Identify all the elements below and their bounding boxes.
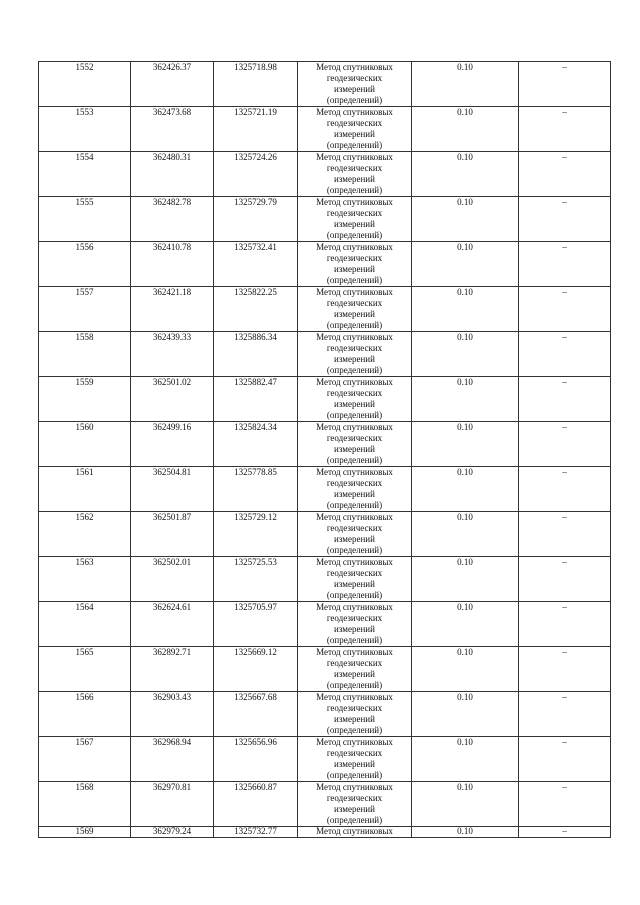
method-line: Метод спутниковых bbox=[316, 287, 393, 297]
method-cell bbox=[298, 557, 412, 602]
y-coordinate-cell: 1325721.19 bbox=[214, 107, 298, 152]
method-line: геодезических bbox=[326, 613, 383, 623]
note-cell: – bbox=[519, 557, 611, 602]
method-line: Метод спутниковых bbox=[316, 512, 393, 522]
table-row bbox=[39, 287, 611, 332]
method-cell bbox=[298, 782, 412, 827]
x-coordinate-cell: 362499.16 bbox=[131, 422, 214, 467]
method-line: геодезических bbox=[326, 208, 383, 218]
table-row bbox=[39, 332, 611, 377]
point-number-cell: 1565 bbox=[39, 647, 131, 692]
method-line: геодезических bbox=[326, 388, 383, 398]
method-line: измерений bbox=[334, 219, 375, 229]
method-line: (определений) bbox=[326, 410, 383, 420]
table-row bbox=[39, 242, 611, 287]
method-line: измерений bbox=[334, 354, 375, 364]
table-row bbox=[39, 467, 611, 512]
table-row bbox=[39, 602, 611, 647]
method-line: (определений) bbox=[326, 590, 383, 600]
note-cell: – bbox=[519, 782, 611, 827]
point-number-cell: 1564 bbox=[39, 602, 131, 647]
point-number-cell: 1567 bbox=[39, 737, 131, 782]
point-number-cell: 1559 bbox=[39, 377, 131, 422]
table-row bbox=[39, 62, 611, 107]
table-row bbox=[39, 827, 611, 838]
note-cell: – bbox=[519, 692, 611, 737]
method-cell bbox=[298, 647, 412, 692]
method-line: (определений) bbox=[326, 770, 383, 780]
method-line: геодезических bbox=[326, 568, 383, 578]
x-coordinate-cell: 362504.81 bbox=[131, 467, 214, 512]
method-line: Метод спутниковых bbox=[316, 377, 393, 387]
y-coordinate-cell: 1325705.97 bbox=[214, 602, 298, 647]
point-number-cell: 1552 bbox=[39, 62, 131, 107]
precision-cell: 0.10 bbox=[412, 422, 519, 467]
precision-cell: 0.10 bbox=[412, 602, 519, 647]
method-cell bbox=[298, 827, 412, 838]
y-coordinate-cell: 1325778.85 bbox=[214, 467, 298, 512]
method-line: измерений bbox=[334, 174, 375, 184]
method-line: Метод спутниковых bbox=[316, 422, 393, 432]
table-row bbox=[39, 692, 611, 737]
method-line: геодезических bbox=[326, 703, 383, 713]
x-coordinate-cell: 362502.01 bbox=[131, 557, 214, 602]
y-coordinate-cell: 1325824.34 bbox=[214, 422, 298, 467]
point-number-cell: 1556 bbox=[39, 242, 131, 287]
x-coordinate-cell: 362501.87 bbox=[131, 512, 214, 557]
note-cell: – bbox=[519, 197, 611, 242]
table-row bbox=[39, 737, 611, 782]
x-coordinate-cell: 362439.33 bbox=[131, 332, 214, 377]
method-cell bbox=[298, 287, 412, 332]
precision-cell: 0.10 bbox=[412, 107, 519, 152]
precision-cell: 0.10 bbox=[412, 332, 519, 377]
y-coordinate-cell: 1325732.77 bbox=[214, 827, 298, 838]
precision-cell: 0.10 bbox=[412, 197, 519, 242]
method-line: (определений) bbox=[326, 275, 383, 285]
point-number-cell: 1557 bbox=[39, 287, 131, 332]
method-line: измерений bbox=[334, 714, 375, 724]
method-line: геодезических bbox=[326, 433, 383, 443]
x-coordinate-cell: 362979.24 bbox=[131, 827, 214, 838]
note-cell: – bbox=[519, 827, 611, 838]
method-line: Метод спутниковых bbox=[316, 602, 393, 612]
method-cell bbox=[298, 197, 412, 242]
x-coordinate-cell: 362410.78 bbox=[131, 242, 214, 287]
method-line: измерений bbox=[334, 759, 375, 769]
note-cell: – bbox=[519, 62, 611, 107]
method-line: геодезических bbox=[326, 343, 383, 353]
x-coordinate-cell: 362903.43 bbox=[131, 692, 214, 737]
x-coordinate-cell: 362473.68 bbox=[131, 107, 214, 152]
point-number-cell: 1555 bbox=[39, 197, 131, 242]
precision-cell: 0.10 bbox=[412, 647, 519, 692]
point-number-cell: 1566 bbox=[39, 692, 131, 737]
table-row bbox=[39, 197, 611, 242]
note-cell: – bbox=[519, 647, 611, 692]
precision-cell: 0.10 bbox=[412, 152, 519, 197]
method-line: Метод спутниковых bbox=[316, 467, 393, 477]
x-coordinate-cell: 362624.61 bbox=[131, 602, 214, 647]
note-cell: – bbox=[519, 107, 611, 152]
note-cell: – bbox=[519, 377, 611, 422]
x-coordinate-cell: 362970.81 bbox=[131, 782, 214, 827]
method-cell bbox=[298, 737, 412, 782]
method-line: геодезических bbox=[326, 523, 383, 533]
method-line: измерений bbox=[334, 489, 375, 499]
note-cell: – bbox=[519, 467, 611, 512]
y-coordinate-cell: 1325725.53 bbox=[214, 557, 298, 602]
method-cell bbox=[298, 107, 412, 152]
method-line: Метод спутниковых bbox=[316, 557, 393, 567]
precision-cell: 0.10 bbox=[412, 692, 519, 737]
method-line: (определений) bbox=[326, 185, 383, 195]
y-coordinate-cell: 1325724.26 bbox=[214, 152, 298, 197]
method-line: (определений) bbox=[326, 320, 383, 330]
y-coordinate-cell: 1325886.34 bbox=[214, 332, 298, 377]
method-line: измерений bbox=[334, 669, 375, 679]
method-line: (определений) bbox=[326, 365, 383, 375]
method-line: (определений) bbox=[326, 140, 383, 150]
method-line: (определений) bbox=[326, 230, 383, 240]
precision-cell: 0.10 bbox=[412, 512, 519, 557]
method-line: геодезических bbox=[326, 118, 383, 128]
point-number-cell: 1569 bbox=[39, 827, 131, 838]
coordinates-table bbox=[38, 61, 611, 838]
method-cell bbox=[298, 602, 412, 647]
table-row bbox=[39, 422, 611, 467]
method-line: Метод спутниковых bbox=[316, 647, 393, 657]
method-cell bbox=[298, 422, 412, 467]
method-line: Метод спутниковых bbox=[316, 197, 393, 207]
y-coordinate-cell: 1325660.87 bbox=[214, 782, 298, 827]
method-line: измерений bbox=[334, 444, 375, 454]
point-number-cell: 1568 bbox=[39, 782, 131, 827]
method-line: измерений bbox=[334, 534, 375, 544]
method-line: (определений) bbox=[326, 95, 383, 105]
method-line: измерений bbox=[334, 129, 375, 139]
method-line: геодезических bbox=[326, 658, 383, 668]
x-coordinate-cell: 362421.18 bbox=[131, 287, 214, 332]
method-line: геодезических bbox=[326, 748, 383, 758]
note-cell: – bbox=[519, 422, 611, 467]
point-number-cell: 1562 bbox=[39, 512, 131, 557]
method-line: Метод спутниковых bbox=[316, 152, 393, 162]
x-coordinate-cell: 362482.78 bbox=[131, 197, 214, 242]
point-number-cell: 1553 bbox=[39, 107, 131, 152]
method-line: (определений) bbox=[326, 500, 383, 510]
method-line: измерений bbox=[334, 624, 375, 634]
table-row bbox=[39, 107, 611, 152]
precision-cell: 0.10 bbox=[412, 827, 519, 838]
method-line: измерений bbox=[334, 804, 375, 814]
method-line: измерений bbox=[334, 264, 375, 274]
method-line: (определений) bbox=[326, 725, 383, 735]
point-number-cell: 1560 bbox=[39, 422, 131, 467]
table-row bbox=[39, 512, 611, 557]
method-line: (определений) bbox=[326, 635, 383, 645]
method-line: измерений bbox=[334, 399, 375, 409]
method-line: Метод спутниковых bbox=[316, 242, 393, 252]
precision-cell: 0.10 bbox=[412, 467, 519, 512]
x-coordinate-cell: 362501.02 bbox=[131, 377, 214, 422]
note-cell: – bbox=[519, 287, 611, 332]
method-line: (определений) bbox=[326, 455, 383, 465]
precision-cell: 0.10 bbox=[412, 287, 519, 332]
precision-cell: 0.10 bbox=[412, 737, 519, 782]
method-line: измерений bbox=[334, 309, 375, 319]
method-line: Метод спутниковых bbox=[316, 692, 393, 702]
x-coordinate-cell: 362480.31 bbox=[131, 152, 214, 197]
method-cell bbox=[298, 332, 412, 377]
point-number-cell: 1563 bbox=[39, 557, 131, 602]
y-coordinate-cell: 1325656.96 bbox=[214, 737, 298, 782]
table-row bbox=[39, 377, 611, 422]
precision-cell: 0.10 bbox=[412, 557, 519, 602]
y-coordinate-cell: 1325669.12 bbox=[214, 647, 298, 692]
y-coordinate-cell: 1325822.25 bbox=[214, 287, 298, 332]
precision-cell: 0.10 bbox=[412, 782, 519, 827]
point-number-cell: 1554 bbox=[39, 152, 131, 197]
method-line: (определений) bbox=[326, 680, 383, 690]
x-coordinate-cell: 362426.37 bbox=[131, 62, 214, 107]
method-line: (определений) bbox=[326, 545, 383, 555]
table-row bbox=[39, 782, 611, 827]
x-coordinate-cell: 362892.71 bbox=[131, 647, 214, 692]
note-cell: – bbox=[519, 242, 611, 287]
method-line: геодезических bbox=[326, 73, 383, 83]
method-line: Метод спутниковых bbox=[316, 782, 393, 792]
y-coordinate-cell: 1325718.98 bbox=[214, 62, 298, 107]
method-cell bbox=[298, 467, 412, 512]
table-row bbox=[39, 557, 611, 602]
point-number-cell: 1558 bbox=[39, 332, 131, 377]
note-cell: – bbox=[519, 332, 611, 377]
y-coordinate-cell: 1325729.79 bbox=[214, 197, 298, 242]
method-line: геодезических bbox=[326, 793, 383, 803]
point-number-cell: 1561 bbox=[39, 467, 131, 512]
method-line: Метод спутниковых bbox=[316, 737, 393, 747]
note-cell: – bbox=[519, 152, 611, 197]
x-coordinate-cell: 362968.94 bbox=[131, 737, 214, 782]
method-line: измерений bbox=[334, 579, 375, 589]
method-line: геодезических bbox=[326, 163, 383, 173]
method-line: Метод спутниковых bbox=[316, 107, 393, 117]
method-cell bbox=[298, 512, 412, 557]
method-line: геодезических bbox=[326, 478, 383, 488]
method-cell bbox=[298, 152, 412, 197]
method-line: Метод спутниковых bbox=[316, 62, 393, 72]
method-line: измерений bbox=[334, 84, 375, 94]
y-coordinate-cell: 1325732.41 bbox=[214, 242, 298, 287]
note-cell: – bbox=[519, 602, 611, 647]
note-cell: – bbox=[519, 512, 611, 557]
table-body bbox=[39, 62, 611, 838]
method-line: (определений) bbox=[326, 815, 383, 825]
y-coordinate-cell: 1325667.68 bbox=[214, 692, 298, 737]
table-row bbox=[39, 647, 611, 692]
precision-cell: 0.10 bbox=[412, 242, 519, 287]
precision-cell: 0.10 bbox=[412, 62, 519, 107]
method-line: геодезических bbox=[326, 298, 383, 308]
note-cell: – bbox=[519, 737, 611, 782]
precision-cell: 0.10 bbox=[412, 377, 519, 422]
method-cell bbox=[298, 62, 412, 107]
method-line: Метод спутниковых bbox=[316, 332, 393, 342]
method-cell bbox=[298, 692, 412, 737]
y-coordinate-cell: 1325729.12 bbox=[214, 512, 298, 557]
y-coordinate-cell: 1325882.47 bbox=[214, 377, 298, 422]
method-line: геодезических bbox=[326, 253, 383, 263]
table-row bbox=[39, 152, 611, 197]
method-cell bbox=[298, 242, 412, 287]
method-cell bbox=[298, 377, 412, 422]
method-line: Метод спутниковых bbox=[316, 827, 393, 836]
